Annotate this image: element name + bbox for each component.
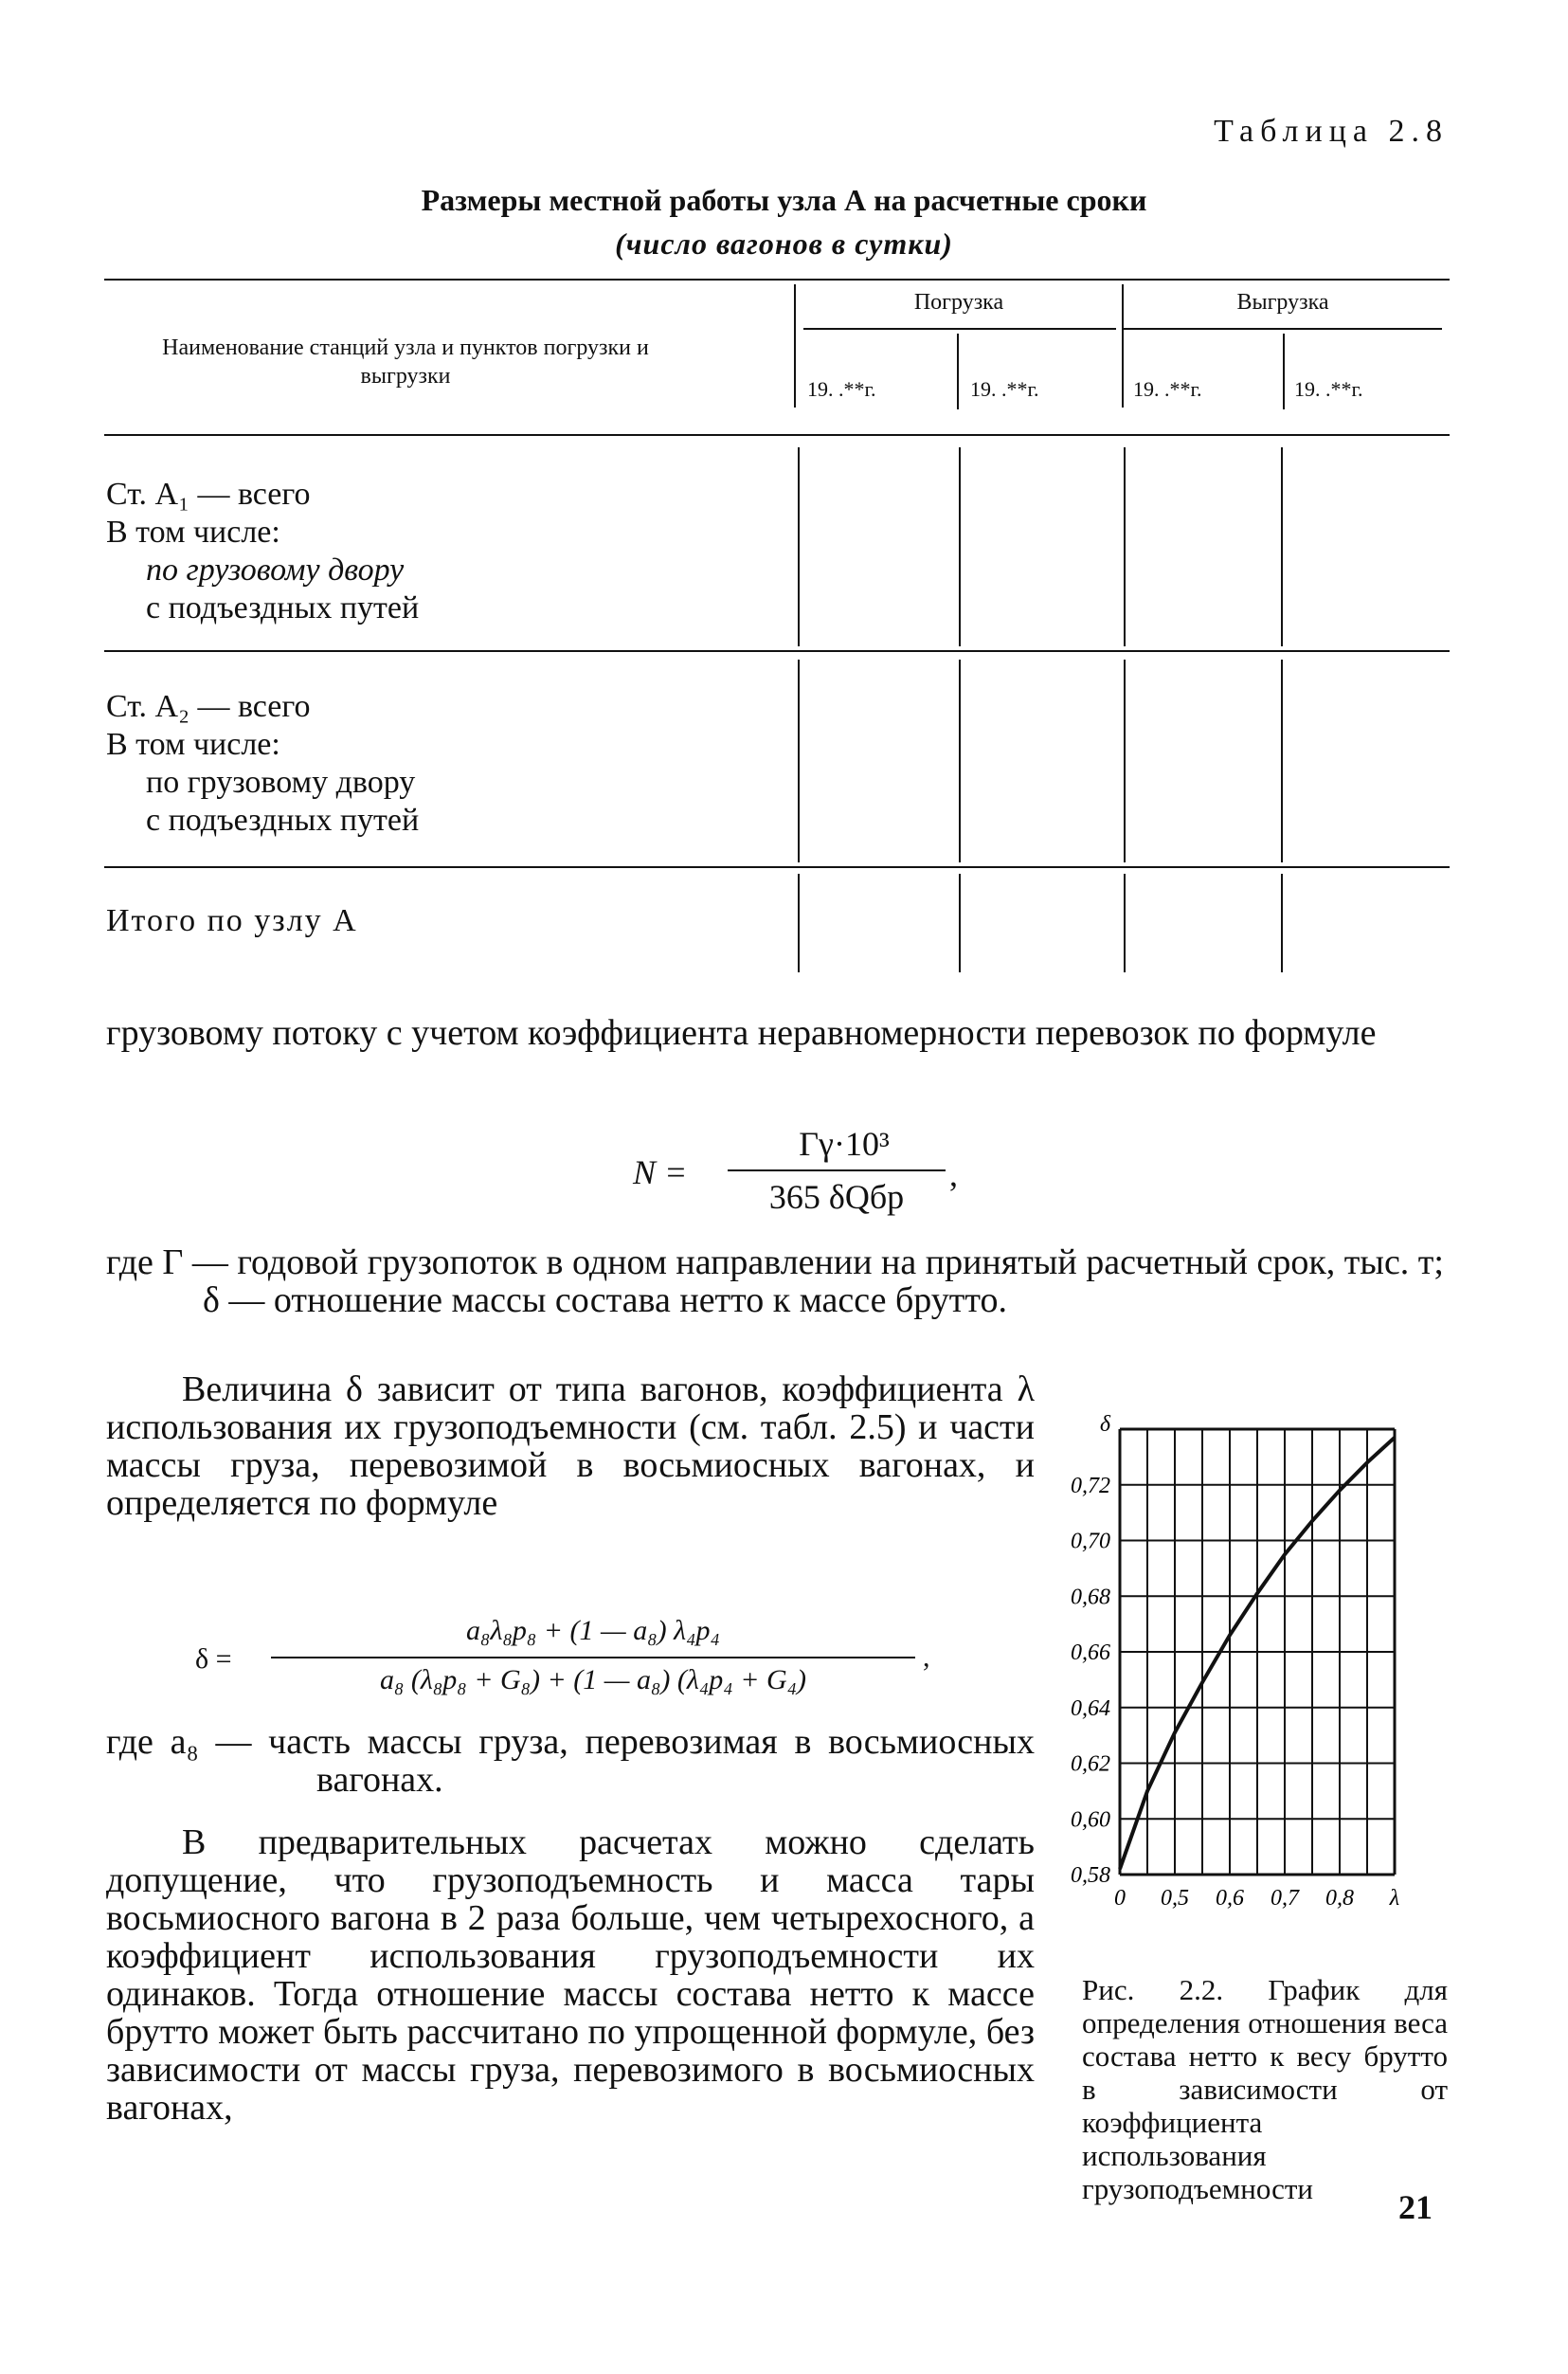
chart-y-tick-label: 0,72: [1071, 1473, 1110, 1498]
formula-n-comma: ,: [949, 1155, 958, 1193]
loading-subrule: [803, 328, 1116, 330]
col-header-unloading: Выгрузка: [1236, 290, 1329, 315]
where-a8-definition: [106, 1723, 1035, 1799]
chart-y-tick-label: δ: [1099, 1412, 1110, 1437]
group-sidings: с подъездных путей: [146, 590, 420, 625]
paragraph-2: Величина δ зависит от типа вагонов, коэффициента λ использования их грузоподъемности (см. табл. 2.5) и части массы груза, перевозимой в восьмиосных вагонах, и определяется по формуле: [106, 1369, 1035, 1523]
col-header-year: 19. .**г.: [970, 377, 1039, 401]
col-rule: [798, 874, 800, 972]
unloading-subrule: [1124, 328, 1442, 330]
group-sidings: с подъездных путей: [146, 803, 420, 838]
col-rule: [794, 284, 796, 408]
chart-x-tick-label: 0: [1114, 1886, 1126, 1911]
table-header-rule: [104, 434, 1450, 436]
table-group-a1: [106, 476, 419, 627]
paragraph-3: В предварительных расчетах можно сделать допущение, что грузоподъемность и масса тары восьмиосного вагона в 2 раза больше, чем четырехосного, а коэффициент использования грузоподъемности их одинаков. Тогда отношение массы состава нетто к массе брутто может быть рассчитано по упрощенной формуле, без зависимости от массы груза, перевозимого в восьмиосных вагонах,: [106, 1822, 1035, 2128]
formula-delta-lhs: δ =: [195, 1643, 232, 1675]
col-header-station-names: Наименование станций узла и пунктов погрузки и выгрузки: [162, 335, 649, 389]
col-rule: [1283, 334, 1285, 409]
col-rule: [959, 874, 961, 972]
formula-n-fraction-bar: [728, 1169, 946, 1171]
formula-n-denominator: 365 δQбр: [768, 1178, 905, 1216]
group-freight-yard: по грузовому двору: [146, 765, 416, 800]
group-including: В том числе:: [106, 515, 280, 550]
formula-delta-comma: ,: [923, 1641, 930, 1673]
col-rule: [1124, 874, 1126, 972]
formula-n-numerator: Гγ·10³: [799, 1125, 890, 1163]
chart-x-tick-label: 0,8: [1325, 1886, 1354, 1911]
chart-y-tick-label: 0,64: [1071, 1695, 1110, 1721]
col-rule: [1124, 447, 1126, 646]
formula-delta-fraction-bar: [271, 1657, 915, 1658]
col-rule: [1281, 660, 1283, 862]
chart-delta-vs-lambda: [1042, 1403, 1459, 1933]
col-header-year: 19. .**г.: [1133, 377, 1202, 401]
col-rule: [798, 660, 800, 862]
table-top-rule: [104, 279, 1450, 281]
where-definitions: [106, 1243, 1446, 1319]
chart-x-tick-label: 0,5: [1161, 1886, 1189, 1911]
table-label: Таблица 2.8: [1214, 114, 1449, 149]
formula-delta: [195, 1615, 1048, 1710]
col-rule: [959, 447, 961, 646]
chart-y-tick-label: 0,70: [1071, 1529, 1110, 1554]
chart-y-tick-label: 0,60: [1071, 1807, 1110, 1833]
group-station-total: Ст. А₂ — всего: [106, 689, 311, 724]
group-station-total: Ст. А₁ — всего: [106, 477, 311, 512]
col-header-year: 19. .**г.: [1294, 377, 1363, 401]
table-title: [0, 178, 1568, 265]
chart-x-tick-label: λ: [1389, 1886, 1400, 1911]
col-rule: [1281, 874, 1283, 972]
where-g-definition: где Г — годовой грузопоток в одном направлении на принятый расчетный срок, тыс. т;: [106, 1242, 1444, 1282]
chart-y-tick-label: 0,62: [1071, 1751, 1110, 1777]
col-header-loading: Погрузка: [913, 290, 1004, 315]
where-a8-text: где a₈ — часть массы груза, перевозимая в восьмиосных вагонах.: [106, 1722, 1035, 1800]
col-rule: [798, 447, 800, 646]
table-subtitle: (число вагонов в сутки): [615, 227, 953, 261]
table-group-rule-2: [104, 866, 1450, 868]
chart-x-tick-label: 0,6: [1216, 1886, 1244, 1911]
chart-y-tick-label: 0,66: [1071, 1640, 1110, 1665]
table-group-rule-1: [104, 650, 1450, 652]
col-rule: [1124, 660, 1126, 862]
table-total-row: Итого по узлу А: [106, 903, 358, 938]
col-rule: [1281, 447, 1283, 646]
page-number: 21: [1398, 2188, 1433, 2226]
formula-delta-denominator: a₈ (λ₈p₈ + G₈) + (1 — a₈) (λ₄p₄ + G₄): [379, 1664, 807, 1695]
group-including: В том числе:: [106, 727, 280, 762]
table-title-main: Размеры местной работы узла А на расчетные сроки: [421, 183, 1147, 217]
figure-caption: Рис. 2.2. График для определения отношения веса состава нетто к весу брутто в зависимости от коэффициента использования грузоподъемности: [1082, 1973, 1448, 2205]
formula-n: [633, 1124, 958, 1228]
formula-n-lhs: N =: [633, 1153, 688, 1191]
col-rule: [957, 334, 959, 409]
table-group-a2: [106, 688, 419, 840]
chart-grid: [1120, 1429, 1395, 1875]
paragraph-1: грузовому потоку с учетом коэффициента неравномерности перевозок по формуле: [106, 1013, 1377, 1053]
chart-x-tick-label: 0,7: [1271, 1886, 1299, 1911]
where-delta-definition: δ — отношение массы состава нетто к массе брутто.: [203, 1280, 1007, 1320]
chart-y-tick-label: 0,58: [1071, 1863, 1110, 1888]
col-rule: [959, 660, 961, 862]
chart-y-tick-label: 0,68: [1071, 1585, 1110, 1610]
formula-delta-numerator: a₈λ₈p₈ + (1 — a₈) λ₄p₄: [466, 1615, 720, 1646]
group-freight-yard: по грузовому двору: [146, 553, 405, 588]
col-header-year: 19. .**г.: [807, 377, 876, 401]
